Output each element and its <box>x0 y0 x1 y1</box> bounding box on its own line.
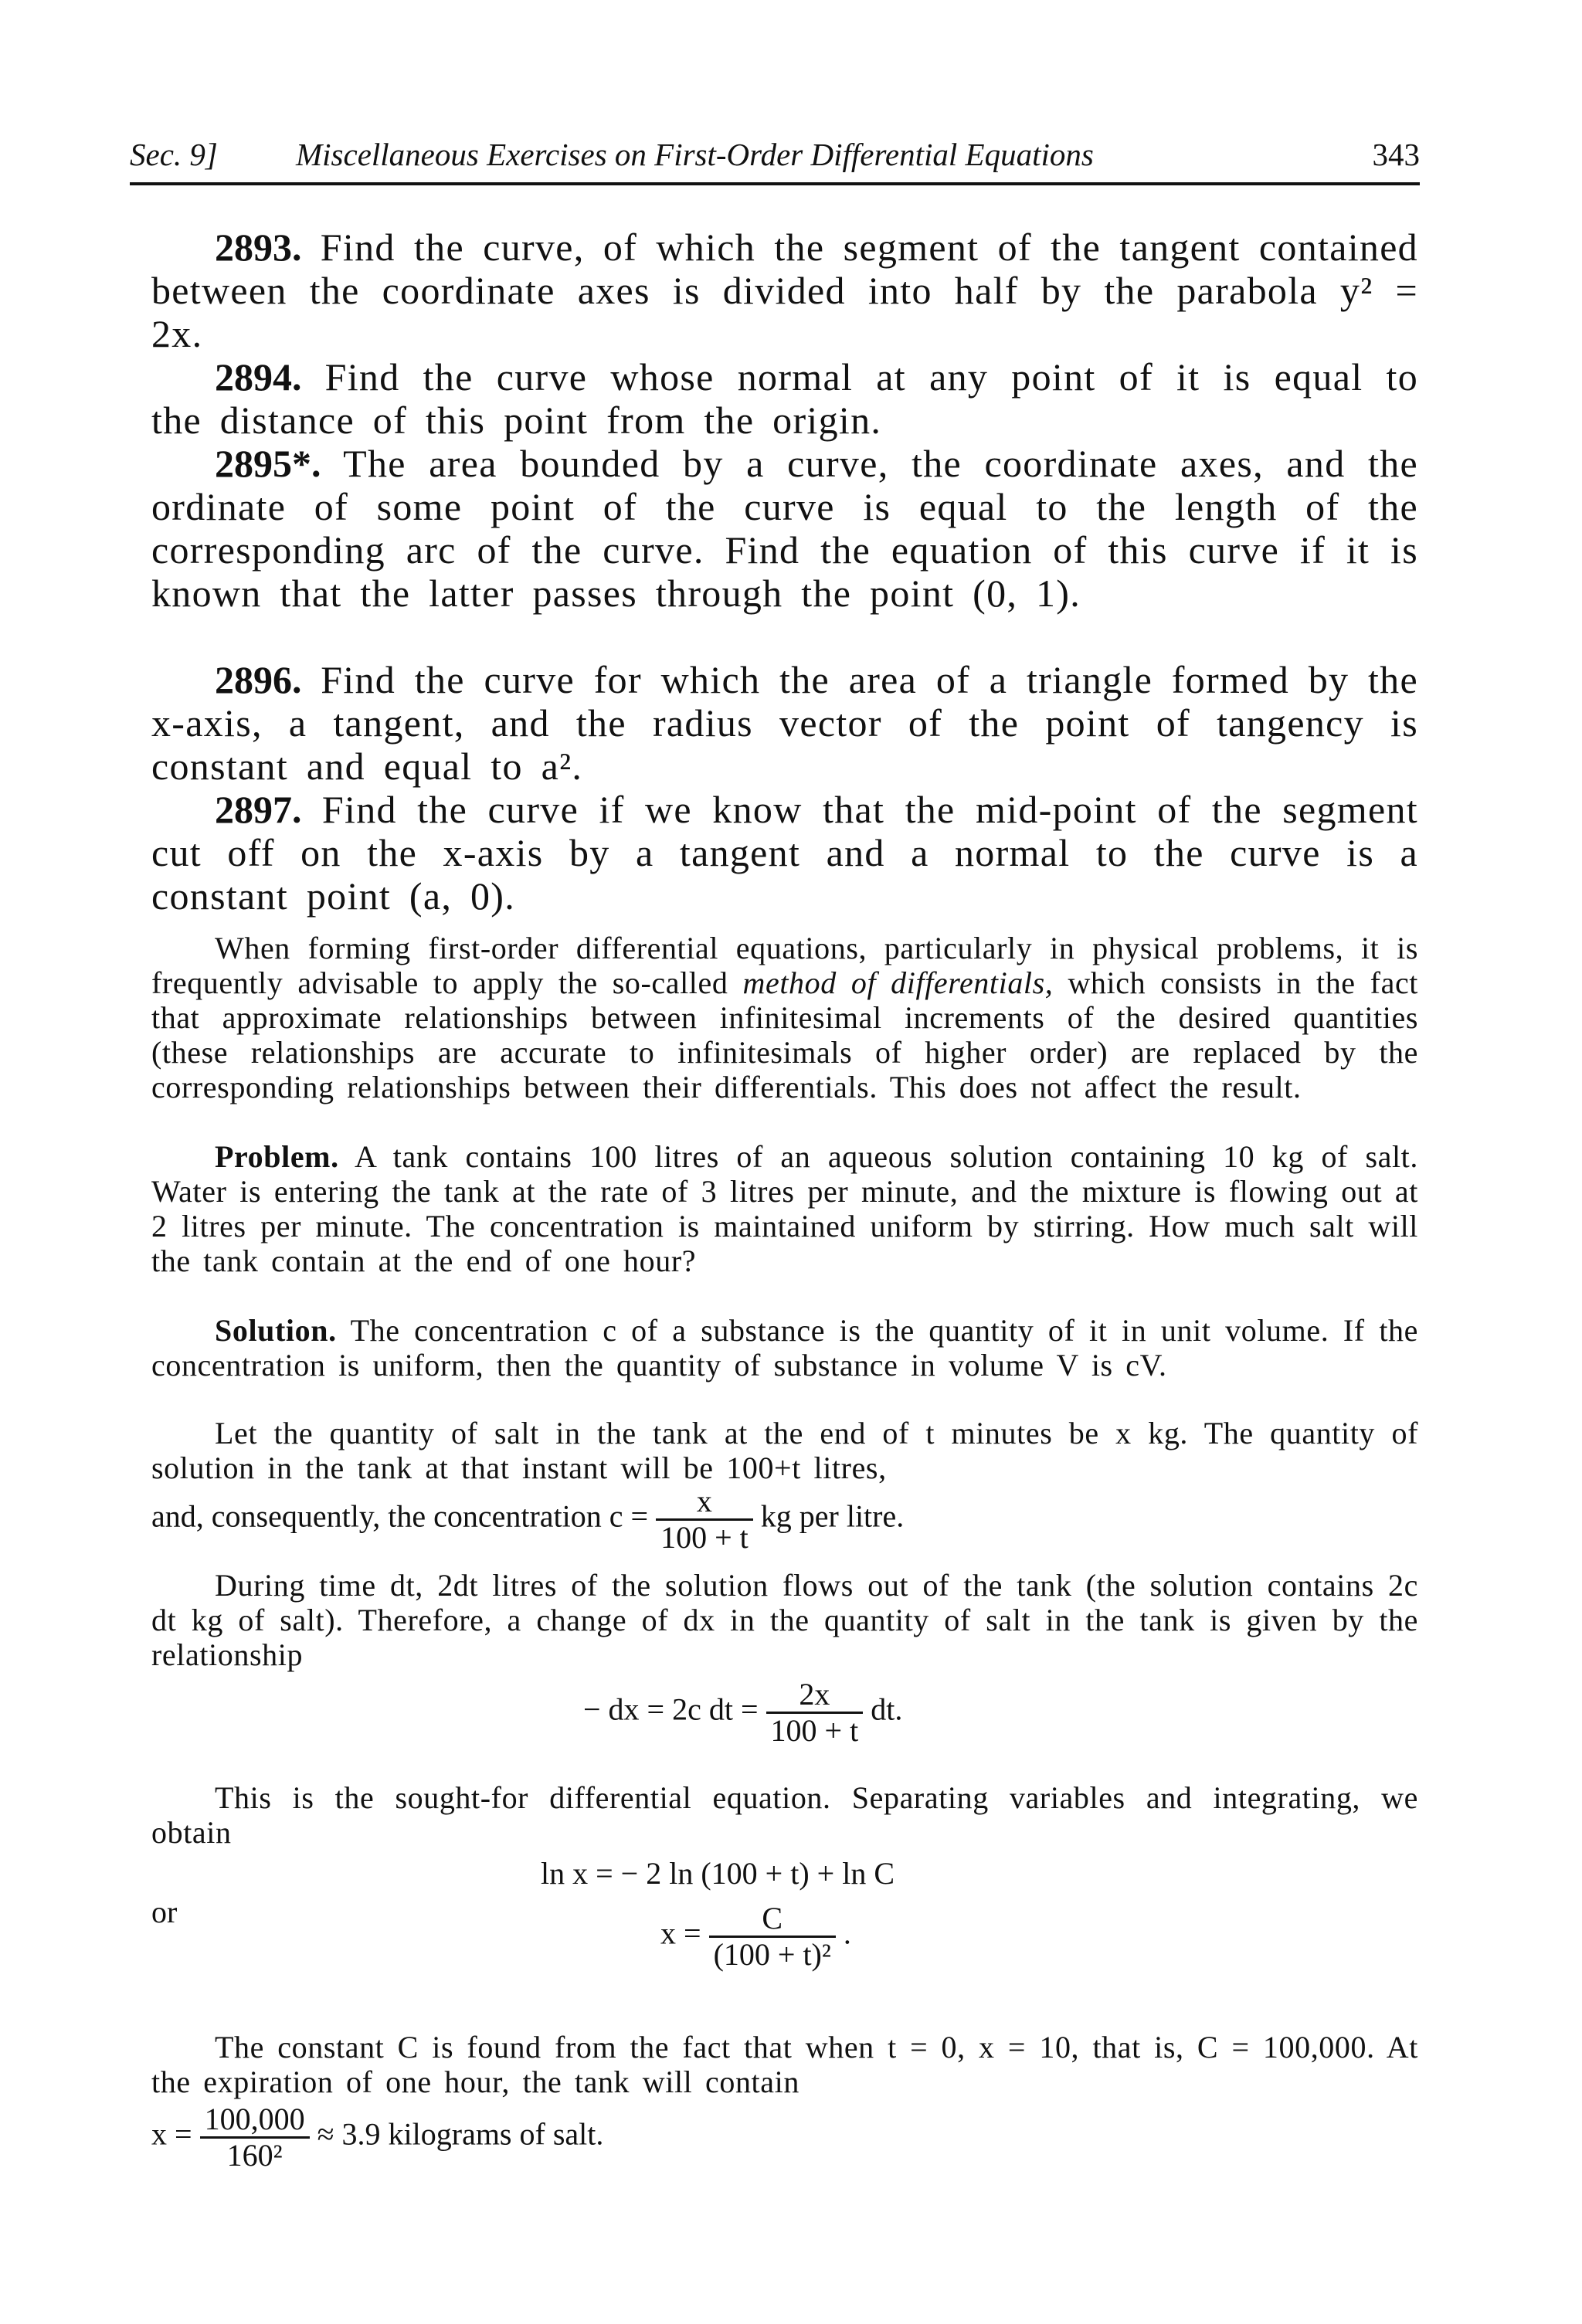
concentration-fraction: $\frac{x}{100 + t}$ <box>656 1484 753 1555</box>
exercise-text: Find the curve, of which the segment of the tangent contained between the coordinate axes is divided into half by the parabola y² = 2x. <box>151 226 1418 355</box>
equation-fraction: $\frac{2x}{100 + t}$ <box>766 1678 864 1748</box>
exercise-text: Find the curve whose normal at any point of it is equal to the distance of this point from the origin. <box>151 355 1418 442</box>
paragraph-quantity: Let the quantity of salt in the tank at the end of t minutes be x kg. The quantity of solution in the tank at that instant will be 100+t litres, <box>151 1416 1418 1485</box>
differential-equation: − dx = 2c dt = $\frac{2x}{100 + t}$ dt. <box>583 1677 903 1748</box>
exercise-number: 2896. <box>215 658 302 701</box>
exercise-2895 <box>151 442 1418 615</box>
solution-paragraph: Solution. The concentration c of a substance is the quantity of it in unit volume. If the concentration is uniform, then the quantity of substance in volume V is cV. <box>151 1313 1418 1383</box>
solution-label: Solution. <box>215 1313 337 1348</box>
page-number: 343 <box>1372 137 1420 172</box>
paragraph-integration: This is the sought-for differential equation. Separating variables and integrating, we obtain <box>151 1780 1418 1850</box>
exercise-2897 <box>151 788 1418 918</box>
solution-equation: x = $\frac{C}{\text{(100 + t)²}}$ . <box>660 1901 851 1972</box>
exercise-number: 2895*. <box>215 442 321 485</box>
exercise-text: The area bounded by a curve, the coordinate axes, and the ordinate of some point of the curve is equal to the length of the corresponding arc of the curve. Find the equation of this curve if it is known that the latter passes through the point (0, 1). <box>151 442 1418 615</box>
exercise-number: 2897. <box>215 788 302 831</box>
log-equation: ln x = − 2 ln (100 + t) + ln C <box>541 1856 895 1891</box>
result-fraction: $\frac{100,000}{\text{160²}}$ <box>200 2102 310 2173</box>
exercise-2896 <box>151 658 1418 788</box>
final-result: x = $\frac{100,000}{\text{160²}}$ ≈ 3.9 kilograms of salt. <box>151 2102 604 2173</box>
paragraph-outflow: During time dt, 2dt litres of the solution flows out of the tank (the solution contains 2c dt kg of salt). Therefore, a change of dx in the quantity of salt in the tank is given by the relationship <box>151 1568 1418 1672</box>
or-label: or <box>151 1895 178 1929</box>
problem-label: Problem. <box>215 1139 339 1174</box>
section-label: Sec. 9] <box>130 137 218 172</box>
chapter-title: Miscellaneous Exercises on First-Order Differential Equations <box>296 137 1094 172</box>
exercise-text: Find the curve for which the area of a triangle formed by the x-axis, a tangent, and the radius vector of the point of tangency is constant and equal to a². <box>151 658 1418 788</box>
method-intro-paragraph: When forming first-order differential equations, particularly in physical problems, it is frequently advisable to apply the so-called method of differentials, which consists in the fact that approximate relationships between infinitesimal increments of the desired quantities (these relationships are accurate to infinitesimals of higher order) are replaced by the corresponding relationships between their differentials. This does not affect the result. <box>151 931 1419 1104</box>
paragraph-constant: The constant C is found from the fact that when t = 0, x = 10, that is, C = 100,000. At the expiration of one hour, the tank will contain <box>151 2030 1418 2099</box>
emphasis-term: method of differentials, <box>742 965 1054 1000</box>
exercise-2894 <box>151 355 1418 442</box>
equation-fraction: $\frac{C}{\text{(100 + t)²}}$ <box>709 1902 836 1972</box>
exercise-number: 2894. <box>215 355 302 399</box>
problem-paragraph: Problem. A tank contains 100 litres of an aqueous solution containing 10 kg of salt. Water is entering the tank at the rate of 3 litres per minute, and the mixture is flowing out at 2 litres per minute. The concentration is maintained uniform by stirring. How much salt will the tank contain at the end of one hour? <box>151 1139 1418 1278</box>
running-head <box>130 136 1420 182</box>
concentration-line: and, consequently, the concentration c = $\frac{x}{100 + t}$ kg per litre. <box>151 1484 905 1555</box>
header-rule <box>130 182 1420 185</box>
exercise-text: Find the curve if we know that the mid-point of the segment cut off on the x-axis by a tangent and a normal to the curve is a constant point (a, 0). <box>151 788 1418 918</box>
exercise-number: 2893. <box>215 226 302 269</box>
exercise-2893 <box>151 226 1418 355</box>
